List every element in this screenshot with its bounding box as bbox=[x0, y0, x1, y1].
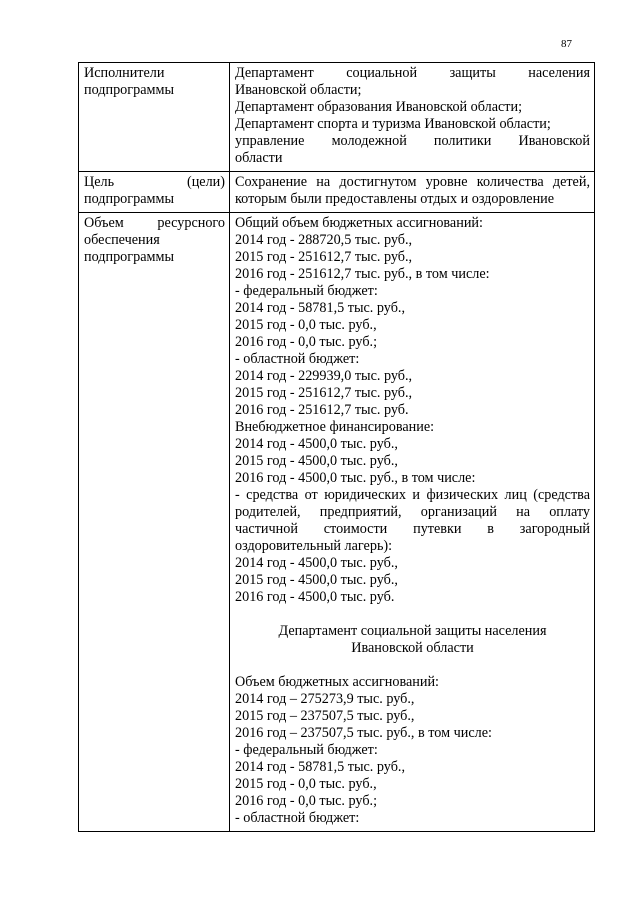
content-line: 2016 год – 237507,5 тыс. руб., в том числе: bbox=[235, 725, 492, 741]
content-line: 2015 год - 4500,0 тыс. руб., bbox=[235, 572, 398, 588]
label-line: подпрограммы bbox=[84, 82, 174, 98]
content-line: которым были предоставлены отдых и оздоровление bbox=[235, 191, 555, 207]
content-line: 2015 год - 251612,7 тыс. руб., bbox=[235, 385, 413, 401]
content-line: 2015 год - 4500,0 тыс. руб., bbox=[235, 453, 398, 469]
content-line: Ивановской области; bbox=[235, 82, 362, 98]
label-line: Цель (цели) bbox=[84, 174, 225, 190]
content-line: Общий объем бюджетных ассигнований: bbox=[235, 215, 483, 231]
label-line: подпрограммы bbox=[84, 249, 174, 265]
content-line: 2016 год - 251612,7 тыс. руб. bbox=[235, 402, 409, 418]
table-row bbox=[79, 172, 595, 213]
content-cell-executors bbox=[230, 63, 595, 172]
content-line: 2014 год - 58781,5 тыс. руб., bbox=[235, 759, 406, 775]
content-line: управление молодежной политики Ивановской bbox=[235, 133, 590, 149]
content-line: 2014 год - 4500,0 тыс. руб., bbox=[235, 436, 398, 452]
passport-table bbox=[78, 62, 595, 832]
content-line: родителей, предприятий, организаций на оплату bbox=[235, 504, 590, 520]
content-line: Департамент образования Ивановской области; bbox=[235, 99, 523, 115]
content-line: Департамент спорта и туризма Ивановской области; bbox=[235, 116, 551, 132]
table-row bbox=[79, 63, 595, 172]
content-line: 2014 год - 229939,0 тыс. руб., bbox=[235, 368, 413, 384]
label-line: Объем ресурсного bbox=[84, 215, 225, 231]
content-cell-goal bbox=[230, 172, 595, 213]
section-heading: Департамент социальной защиты населения bbox=[278, 623, 547, 639]
content-line: частичной стоимости путевки в загородный bbox=[235, 521, 590, 537]
content-line: Департамент социальной защиты населения bbox=[235, 65, 590, 81]
content-line: Сохранение на достигнутом уровне количества детей, bbox=[235, 174, 590, 190]
content-line: 2014 год - 58781,5 тыс. руб., bbox=[235, 300, 406, 316]
content-line: оздоровительный лагерь): bbox=[235, 538, 393, 554]
content-line: 2016 год - 0,0 тыс. руб.; bbox=[235, 334, 378, 350]
label-line: подпрограммы bbox=[84, 191, 174, 207]
content-line: 2015 год – 237507,5 тыс. руб., bbox=[235, 708, 415, 724]
content-line: - областной бюджет: bbox=[235, 810, 360, 826]
content-line: - федеральный бюджет: bbox=[235, 283, 378, 299]
blank-line bbox=[235, 657, 590, 674]
table-row bbox=[79, 213, 595, 832]
label-cell-goal bbox=[79, 172, 230, 213]
content-line: - федеральный бюджет: bbox=[235, 742, 378, 758]
content-line: - областной бюджет: bbox=[235, 351, 360, 367]
content-line: 2015 год - 0,0 тыс. руб., bbox=[235, 317, 377, 333]
content-line: 2015 год - 0,0 тыс. руб., bbox=[235, 776, 377, 792]
content-line: 2016 год - 251612,7 тыс. руб., в том числе: bbox=[235, 266, 490, 282]
content-line: 2015 год - 251612,7 тыс. руб., bbox=[235, 249, 413, 265]
label-cell-resources bbox=[79, 213, 230, 832]
content-line: - средства от юридических и физических лиц (средства bbox=[235, 487, 590, 503]
content-line: Внебюджетное финансирование: bbox=[235, 419, 435, 435]
content-cell-resources bbox=[230, 213, 595, 832]
section-heading: Ивановской области bbox=[351, 640, 474, 656]
label-line: Исполнители bbox=[84, 65, 165, 81]
content-line: 2016 год - 4500,0 тыс. руб. bbox=[235, 589, 395, 605]
label-cell-executors bbox=[79, 63, 230, 172]
content-line: 2016 год - 4500,0 тыс. руб., в том числе: bbox=[235, 470, 476, 486]
content-line: 2014 год - 288720,5 тыс. руб., bbox=[235, 232, 413, 248]
content-line: 2016 год - 0,0 тыс. руб.; bbox=[235, 793, 378, 809]
content-line: 2014 год – 275273,9 тыс. руб., bbox=[235, 691, 415, 707]
content-line: 2014 год - 4500,0 тыс. руб., bbox=[235, 555, 398, 571]
content-line: Объем бюджетных ассигнований: bbox=[235, 674, 439, 690]
label-line: обеспечения bbox=[84, 232, 160, 248]
blank-line bbox=[235, 606, 590, 623]
content-line: области bbox=[235, 150, 283, 166]
page-number: 87 bbox=[561, 38, 572, 50]
